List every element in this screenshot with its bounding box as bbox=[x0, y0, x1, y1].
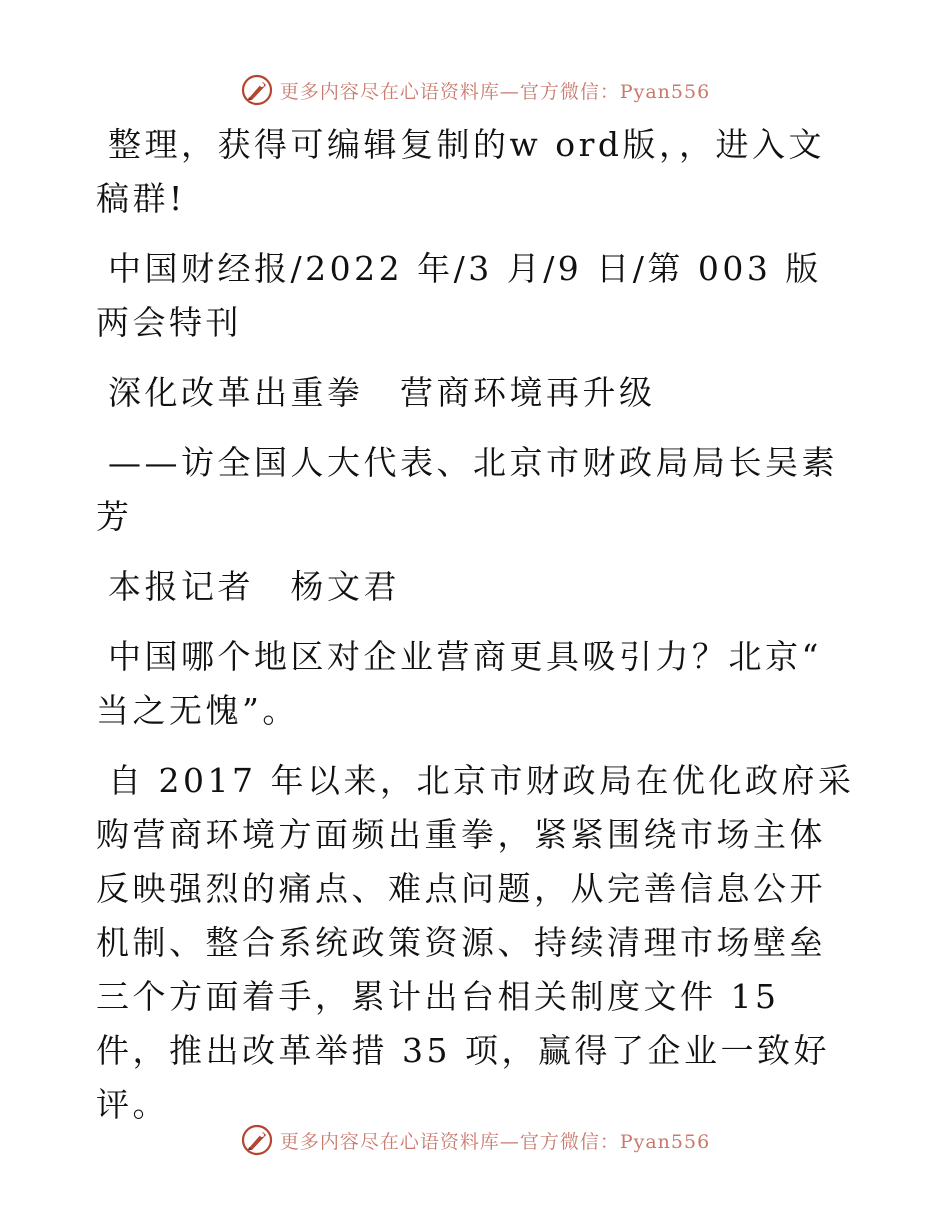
body-paragraph: 中国哪个地区对企业营商更具吸引力？北京“ 当之无愧”。 bbox=[96, 637, 822, 730]
intro-line: 整理，获得可编辑复制的w ord版，，进入文稿群! bbox=[96, 125, 826, 218]
quill-circle-icon bbox=[240, 1123, 274, 1157]
byline: 本报记者 杨文君 bbox=[108, 567, 400, 606]
footer-banner-text: 更多内容尽在心语资料库—官方微信：Pyan556 bbox=[279, 1130, 711, 1153]
document-body bbox=[96, 118, 856, 1148]
source-line: 中国财经报/2022 年/3 月/9 日/第 003 版两会特刊 bbox=[96, 249, 822, 342]
article-title: 深化改革出重拳 营商环境再升级 bbox=[108, 373, 656, 412]
quill-circle-icon bbox=[240, 73, 274, 107]
body-paragraph: 自 2017 年以来，北京市财政局在优化政府采购营商环境方面频出重拳，紧紧围绕市场主体反映强烈的痛点、难点问题，从完善信息公开机制、整合系统政策资源、持续清理市场壁垒三个方面着手，累计出台相关制度文件 15 件，推出改革举措 35 项，赢得了企业一致好评。 bbox=[96, 761, 855, 1124]
header-banner-text: 更多内容尽在心语资料库—官方微信：Pyan556 bbox=[279, 80, 711, 103]
header-banner bbox=[0, 70, 950, 110]
article-subtitle: ——访全国人大代表、北京市财政局局长吴素芳 bbox=[96, 443, 838, 536]
footer-banner bbox=[0, 1120, 950, 1160]
